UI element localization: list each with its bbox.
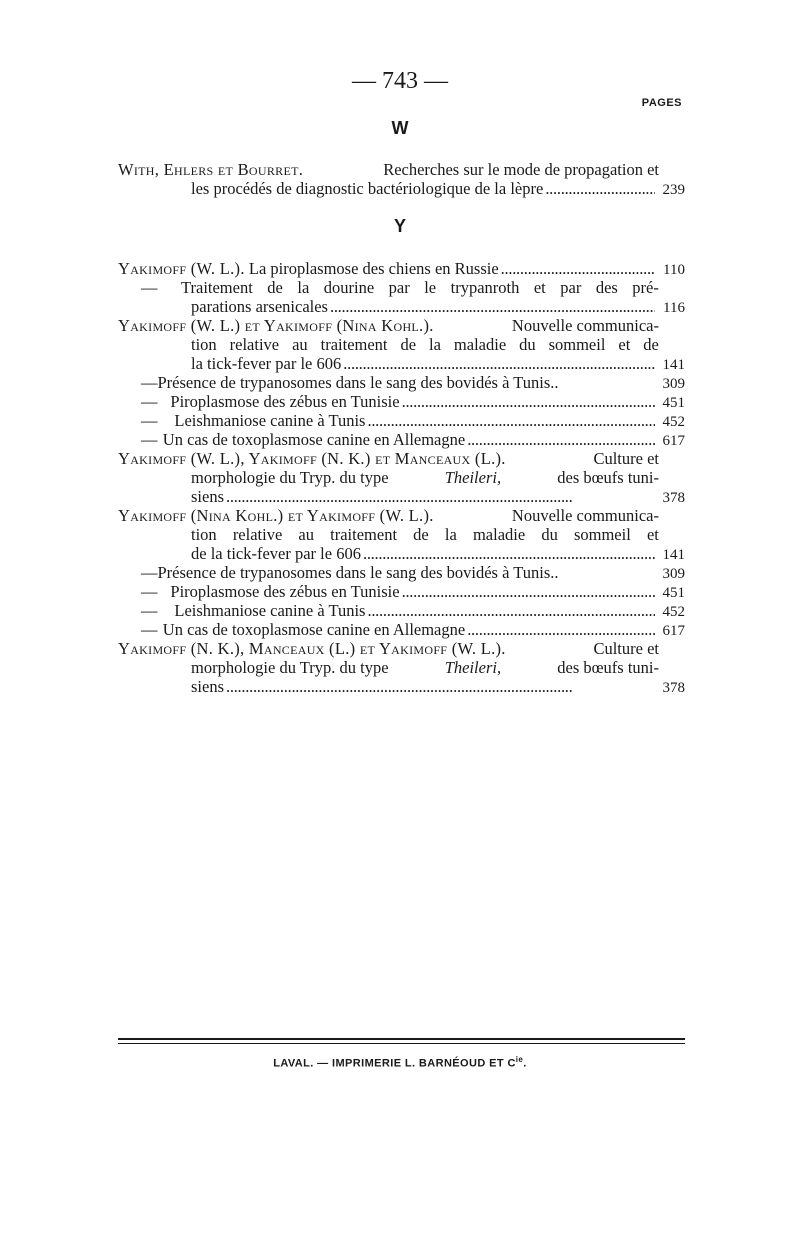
page-ref: 452: [662, 414, 685, 430]
page-number: — 743 —: [352, 68, 448, 94]
section-y-entries: [118, 259, 685, 696]
index-entry-continuation: morphologie du Tryp. du type Theileri, des bœufs tuni-: [191, 658, 659, 677]
dot-leader: [367, 411, 655, 430]
index-entry: Yakimoff (Nina Kohl.) et Yakimoff (W. L.). Nouvelle communica-: [118, 506, 659, 525]
index-entry-continuation: morphologie du Tryp. du type Theileri, des bœufs tuni-: [191, 468, 659, 487]
page-ref: 239: [662, 182, 685, 198]
index-subentry: — Un cas de toxoplasmose canine en Allemagne . . . 617: [118, 430, 685, 449]
page-ref: 110: [663, 262, 685, 278]
index-entry: Yakimoff (W. L.). La piroplasmose des chiens en Russie . . . 110: [118, 259, 685, 278]
index-subentry: — Présence de trypanosomes dans le sang des bovidés à Tunis.. 309: [141, 563, 685, 582]
entry-author: With, Ehlers et Bourret.: [118, 160, 304, 179]
dot-leader: [363, 544, 655, 563]
dot-leader: [545, 179, 655, 198]
dot-leader: [501, 259, 655, 278]
footer-rule-thin: [118, 1043, 685, 1044]
page-ref: 378: [662, 680, 685, 696]
index-entry: Yakimoff (N. K.), Manceaux (L.) et Yakimoff (W. L.). Culture et: [118, 639, 659, 658]
page-ref: 141: [662, 547, 685, 563]
footer-rule: [118, 1038, 685, 1040]
index-entry: [118, 160, 685, 179]
pages-column-label: PAGES: [641, 97, 682, 109]
dot-leader: [226, 487, 655, 506]
page-ref: 617: [662, 433, 685, 449]
dot-leader: [467, 620, 655, 639]
index-entry-continuation: de la tick-fever par le 606 . . . 141: [118, 544, 685, 563]
dot-leader: [226, 677, 655, 696]
section-w-entries: [118, 160, 685, 198]
dot-leader: [467, 430, 655, 449]
page-ref: 451: [662, 395, 685, 411]
index-entry-continuation: parations arsenicales . . . 116: [118, 297, 685, 316]
page-ref: 378: [662, 490, 685, 506]
dot-leader: [330, 297, 655, 316]
page-ref: 451: [662, 585, 685, 601]
section-letter-y: Y: [393, 216, 406, 236]
index-entry-continuation: les procédés de diagnostic bactériologique de la lèpre . . . 239: [118, 179, 685, 198]
page-ref: 141: [662, 357, 685, 373]
index-entry-continuation: siens . . . 378: [118, 677, 685, 696]
index-subentry: — Leishmaniose canine à Tunis . . . 452: [118, 411, 685, 430]
index-subentry: — Traitement de la dourine par le trypanroth et par des pré-: [141, 278, 659, 297]
dot-leader: [402, 582, 655, 601]
entry-text: Recherches sur le mode de propagation et: [383, 160, 659, 179]
page-ref: 617: [662, 623, 685, 639]
page-ref: 309: [662, 566, 685, 582]
dot-leader: [343, 354, 655, 373]
page-ref: 116: [663, 300, 685, 316]
printer-imprint: LAVAL. — IMPRIMERIE L. BARNÉOUD ET $C^{ie}$.: [273, 1055, 527, 1070]
page-ref: 452: [662, 604, 685, 620]
index-entry: Yakimoff (W. L.) et Yakimoff (Nina Kohl.). Nouvelle communica-: [118, 316, 659, 335]
dot-leader: [367, 601, 655, 620]
index-subentry: — Un cas de toxoplasmose canine en Allemagne . . . 617: [118, 620, 685, 639]
index-subentry: — Piroplasmose des zébus en Tunisie . . . 451: [118, 392, 685, 411]
section-letter-w: W: [391, 118, 409, 138]
index-entry-continuation: tion relative au traitement de la maladie du sommeil et de: [191, 335, 659, 354]
index-entry: Yakimoff (W. L.), Yakimoff (N. K.) et Manceaux (L.). Culture et: [118, 449, 659, 468]
page-ref: 309: [662, 376, 685, 392]
index-subentry: — Piroplasmose des zébus en Tunisie . . . 451: [118, 582, 685, 601]
index-subentry: — Leishmaniose canine à Tunis . . . 452: [118, 601, 685, 620]
index-entry-continuation: tion relative au traitement de la maladie du sommeil et: [191, 525, 659, 544]
index-entry-continuation: la tick-fever par le 606 . . . 141: [118, 354, 685, 373]
dot-leader: [402, 392, 655, 411]
index-entry-continuation: siens . . . 378: [118, 487, 685, 506]
index-subentry: — Présence de trypanosomes dans le sang des bovidés à Tunis.. 309: [141, 373, 685, 392]
